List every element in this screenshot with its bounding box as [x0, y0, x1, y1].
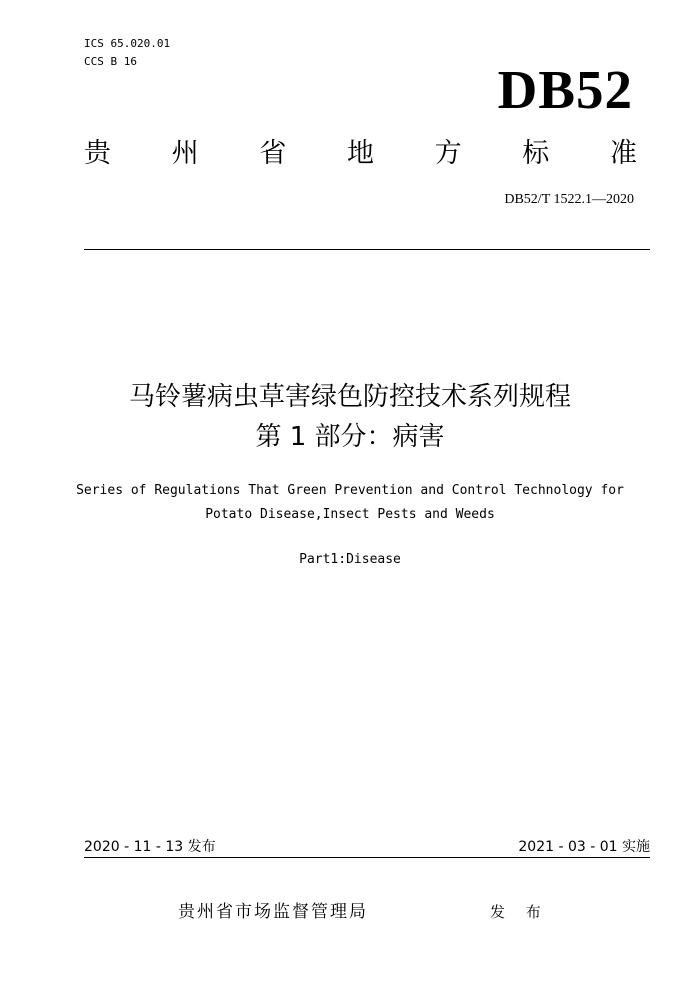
standard-type-char: 州 [171, 138, 199, 169]
standard-type-char: 贵 [84, 138, 111, 169]
title-cn-line2: 第 1 部分：病害 [255, 422, 445, 452]
header-divider [84, 249, 650, 250]
ics-code: ICS 65.020.01 [84, 37, 171, 50]
ccs-code: CCS B 16 [84, 55, 137, 68]
title-en-part: Part1:Disease [299, 552, 401, 567]
document-number: DB52/T 1522.1—2020 [504, 192, 634, 207]
issue-date: 2020 - 11 - 13 发布 [84, 839, 216, 855]
standard-type-char: 准 [609, 138, 637, 169]
implementation-date: 2021 - 03 - 01 实施 [518, 839, 650, 855]
title-en-line1: Series of Regulations That Green Prevention and Control Technology for [76, 483, 624, 498]
standard-type-heading [84, 138, 637, 170]
standard-type-char: 地 [346, 138, 374, 169]
footer-divider [84, 857, 650, 858]
issuing-authority: 贵州省市场监督管理局 [178, 902, 368, 922]
standard-type-char: 标 [522, 138, 550, 169]
standard-logo: DB52 [497, 59, 633, 120]
title-cn-line1: 马铃薯病虫草害绿色防控技术系列规程 [128, 382, 571, 412]
title-en-line2: Potato Disease,Insect Pests and Weeds [205, 507, 495, 522]
standard-type-char: 省 [259, 138, 287, 169]
standard-type-char: 方 [434, 138, 462, 169]
publish-label: 发 布 [490, 903, 549, 921]
